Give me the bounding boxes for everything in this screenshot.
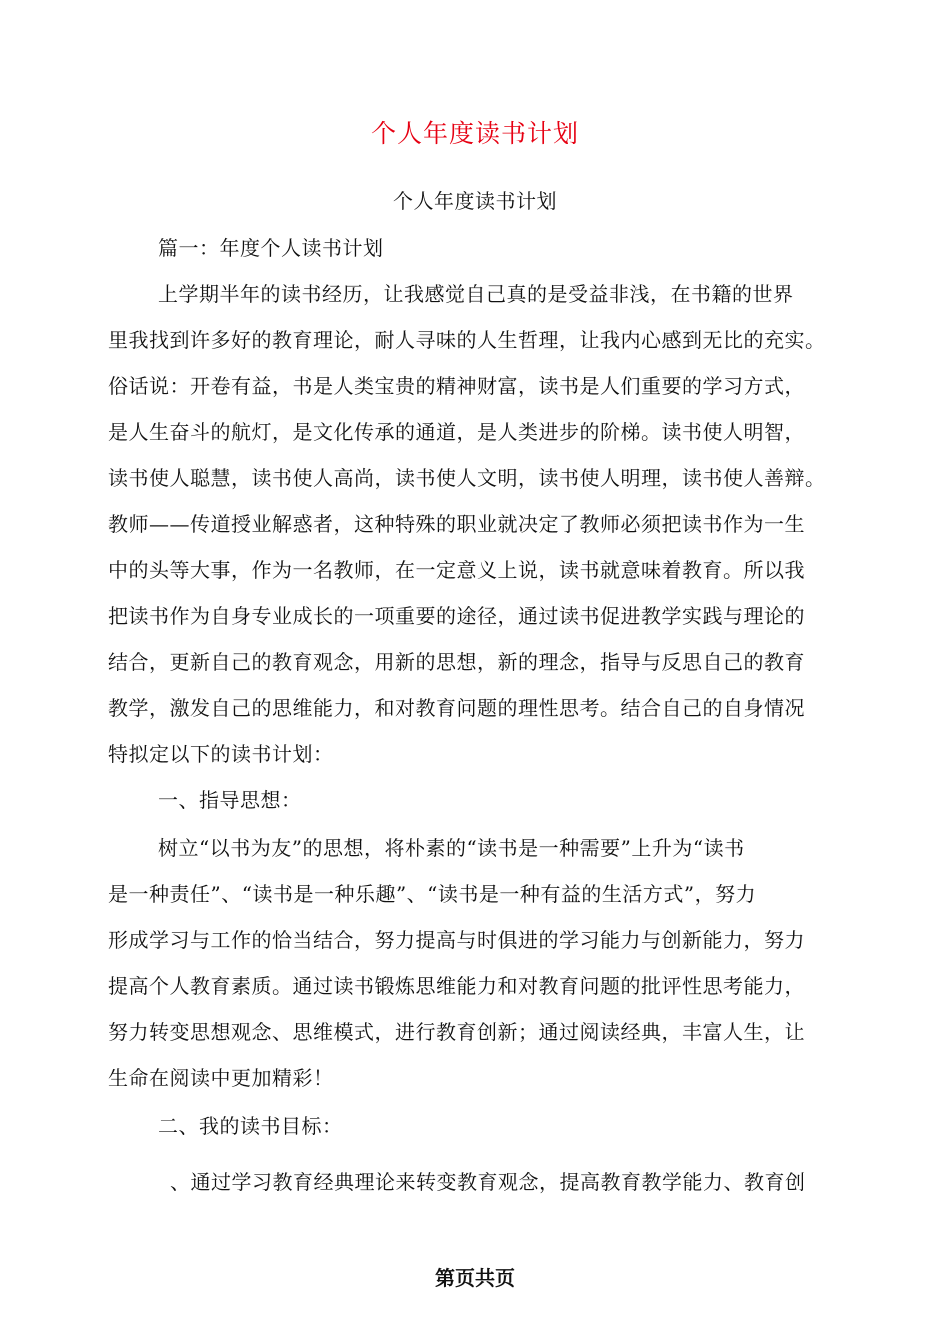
page-footer: 第页共页 xyxy=(435,1266,515,1290)
paragraph-line: 特拟定以下的读书计划： xyxy=(108,742,334,766)
paragraph-line: 教学，激发自己的思维能力，和对教育问题的理性思考。结合自己的自身情况 xyxy=(108,696,805,720)
paragraph-line: 生命在阅读中更加精彩！ xyxy=(108,1066,334,1090)
paragraph-line: 形成学习与工作的恰当结合，努力提高与时俱进的学习能力与创新能力，努力 xyxy=(108,928,805,952)
paragraph-line: 结合，更新自己的教育观念，用新的思想，新的理念，指导与反思自己的教育 xyxy=(108,650,805,674)
section-heading-guiding-thought: 一、指导思想： xyxy=(158,788,302,812)
paragraph-line: 是一种责任”、“读书是一种乐趣”、“读书是一种有益的生活方式”，努力 xyxy=(108,882,757,906)
paragraph-line: 树立“以书为友”的思想，将朴素的“读书是一种需要”上升为“读书 xyxy=(158,836,745,860)
document-title: 个人年度读书计划 xyxy=(370,119,579,148)
paragraph-line: 读书使人聪慧，读书使人高尚，读书使人文明，读书使人明理，读书使人善辩。 xyxy=(108,466,826,490)
paragraph-line: 努力转变思想观念、思维模式，进行教育创新；通过阅读经典，丰富人生，让 xyxy=(108,1020,805,1044)
paragraph-line: 教师——传道授业解惑者，这种特殊的职业就决定了教师必须把读书作为一生 xyxy=(108,512,805,536)
document-subtitle: 个人年度读书计划 xyxy=(393,189,557,213)
list-item-line: 、通过学习教育经典理论来转变教育观念，提高教育教学能力、教育创 xyxy=(170,1170,806,1194)
paragraph-line: 中的头等大事，作为一名教师，在一定意义上说，读书就意味着教育。所以我 xyxy=(108,558,805,582)
paragraph-line: 把读书作为自身专业成长的一项重要的途径，通过读书促进教学实践与理论的 xyxy=(108,604,805,628)
section-heading-part-one: 篇一：年度个人读书计划 xyxy=(158,236,384,260)
paragraph-line: 提高个人教育素质。通过读书锻炼思维能力和对教育问题的批评性思考能力， xyxy=(108,974,805,998)
paragraph-line: 上学期半年的读书经历，让我感觉自己真的是受益非浅，在书籍的世界 xyxy=(158,282,794,306)
section-heading-reading-goals: 二、我的读书目标： xyxy=(158,1114,343,1138)
paragraph-line: 俗话说：开卷有益，书是人类宝贵的精神财富，读书是人们重要的学习方式， xyxy=(108,374,805,398)
paragraph-line: 里我找到许多好的教育理论，耐人寻味的人生哲理，让我内心感到无比的充实。 xyxy=(108,328,826,352)
paragraph-line: 是人生奋斗的航灯，是文化传承的通道，是人类进步的阶梯。读书使人明智， xyxy=(108,420,805,444)
